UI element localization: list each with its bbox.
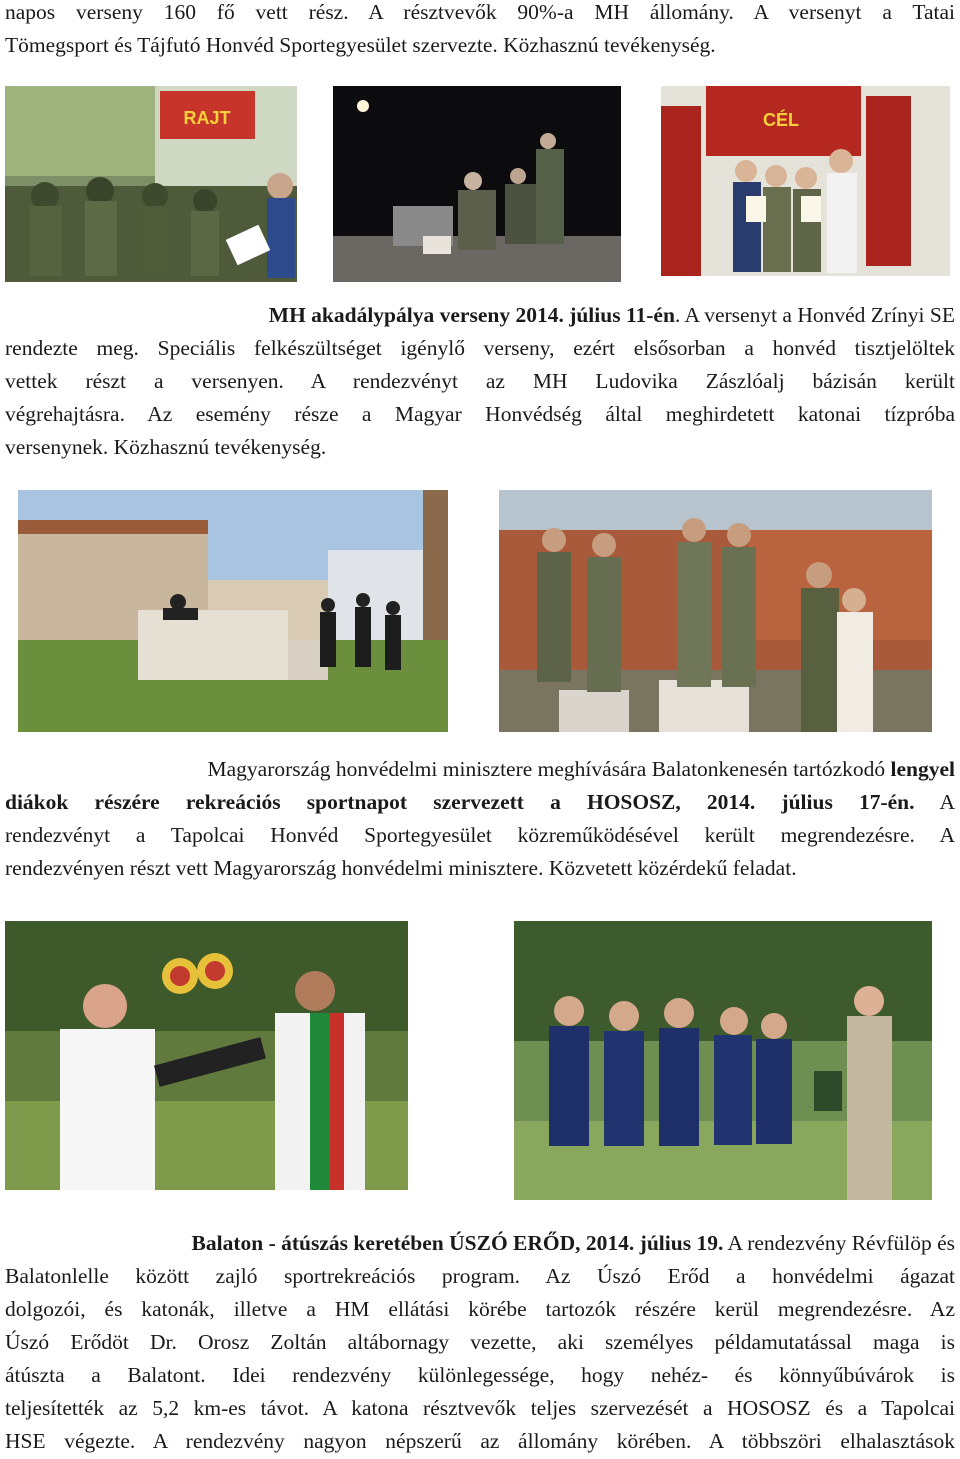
text-line: Tömegsport és Tájfutó Honvéd Sportegyesület szervezte. Közhasznú tevékenység. [5,33,716,57]
text-line: HSE végezte. A rendezvény nagyon népszerű az állomány körében. A többszöri elhalasztások [5,1429,955,1453]
text-line: vettek részt a versenyen. A rendezvényt az MH Ludovika Zászlóalj bázisán került [5,369,955,393]
photo-march-start [5,86,297,282]
text-line [5,786,955,819]
paragraph-uszo-erod [5,1227,955,1458]
paragraph-intro [5,0,955,62]
text-line: napos verseny 160 fő vett rész. A résztvevők 90%-a MH állomány. A versenyt a Tatai [5,0,955,24]
text-line: Úszó Erődöt Dr. Orosz Zoltán altábornagy vezette, aki személyes példamutatással maga is [5,1330,955,1354]
banner-rajt: RAJT [183,108,231,128]
photo-finish-award [661,86,950,276]
event-title: MH akadálypálya verseny 2014. július 11-én [268,303,675,327]
text-line [5,299,955,332]
text-line [5,753,955,786]
text-line: versenynek. Közhasznú tevékenység. [5,435,327,459]
text-line [5,1227,955,1260]
photo-girls-award [514,921,932,1200]
text-line: végrehajtásra. Az esemény része a Magyar Honvédség által meghirdetett katonai tízpróba [5,402,955,426]
photo-minister-archery [5,921,408,1190]
text-span: A rendezvény Révfülöp és [723,1231,955,1255]
photo-obstacle-course [18,490,448,732]
paragraph-polish-students [5,753,955,885]
paragraph-obstacle-race [5,299,955,464]
text-line: rendezte meg. Speciális felkészültséget igénylő verseny, ezért elsősorban a honvéd tisztjelöltek [5,336,955,360]
photo-podium-ceremony [499,490,932,732]
text-line: rendezvényen részt vett Magyarország honvédelmi minisztere. Közvetett közérdekű feladat. [5,856,797,880]
text-span: A [914,790,955,814]
text-line: Balatonlelle között zajló sportrekreációs program. Az Úszó Erőd a honvédelmi ágazat [5,1264,955,1288]
text-span: . A versenyt a Honvéd Zrínyi SE [674,303,955,327]
event-title: Balaton - átúszás keretében ÚSZÓ ERŐD, 2014. július 19. [191,1231,724,1255]
banner-cel: CÉL [763,110,799,130]
text-line: rendezvényt a Tapolcai Honvéd Sportegyesület közreműködésével került megrendezésre. A [5,823,955,847]
text-line: dolgozói, és katonák, illetve a HM ellátási körébe tartozók részére kerül megrendezésre. Az [5,1297,955,1321]
text-line: átúszta a Balatont. Idei rendezvény különlegessége, hogy nehéz- és könnyűbúvárok is [5,1363,955,1387]
text-bold: lengyel [890,757,955,781]
text-line: teljesítették az 5,2 km-es távot. A katona résztvevők teljes szervezését a HOSOSZ és a Tapolcai [5,1396,955,1420]
text-span: Magyarország honvédelmi minisztere meghívására Balatonkenesén tartózkodó [207,757,891,781]
text-bold: diákok részére rekreációs sportnapot szervezett a HOSOSZ, 2014. július 17-én. [5,790,915,814]
photo-night-checkpoint [333,86,621,282]
